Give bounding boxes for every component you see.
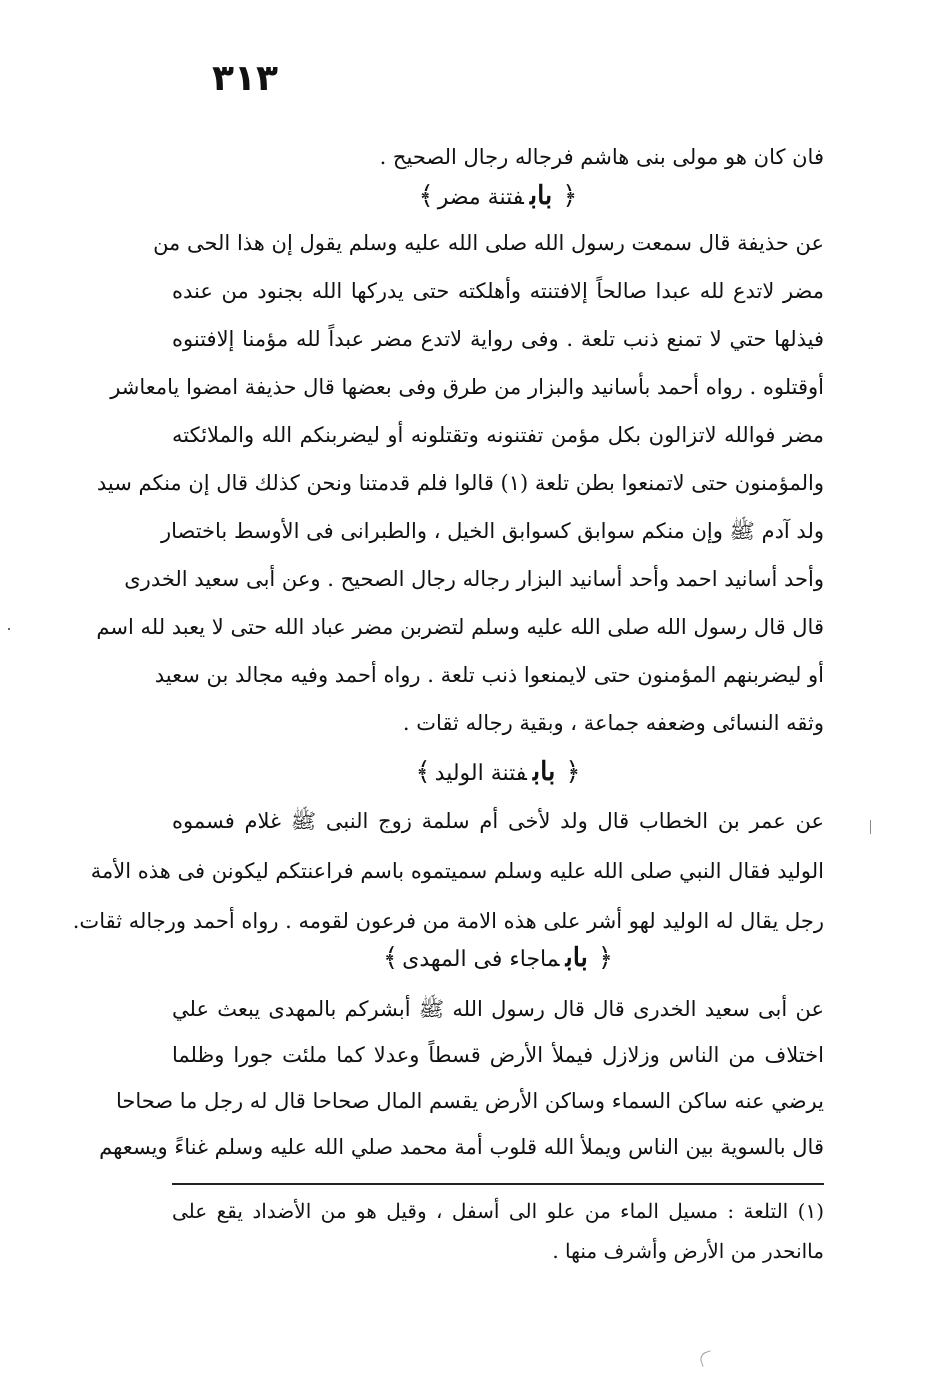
text-line: مضر لاتدع لله عبدا صالحاً إلافتنته وأهلكته حتى يدركها الله بجنود من عنده xyxy=(172,279,824,303)
section-heading-walid xyxy=(172,756,824,790)
text-line: أوقتلوه . رواه أحمد بأسانيد والبزار من طرق وفى بعضها قال حذيفة امضوا يامعاشر xyxy=(110,375,824,399)
text-line: عن أبى سعيد الخدرى قال قال رسول الله ﷺ أبشركم بالمهدى يبعث علي xyxy=(172,997,824,1021)
ornate-bracket-close: ﴾ xyxy=(382,943,399,973)
text-line: اختلاف من الناس وزلازل فيملأ الأرض قسطاً وعدلا كما ملئت جورا وظلما xyxy=(172,1043,824,1067)
section-title: فتنة الوليد xyxy=(434,761,527,786)
text-line: والمؤمنون حتى لاتمنعوا بطن تلعة (١) قالوا فلم قدمتنا ونحن كذلك قال إن منكم سيد xyxy=(96,471,824,495)
ornate-bracket-open: ﴿ xyxy=(565,757,581,787)
section-title: فتنة مضر xyxy=(437,185,524,210)
footnote-line: (١) التلعة : مسيل الماء من علو الى أسفل ، وقيل هو من الأضداد يقع على xyxy=(172,1199,824,1223)
bab-label: باب xyxy=(532,757,556,787)
text-line: يرضي عنه ساكن السماء وساكن الأرض يقسم المال صحاحا قال له رجل ما صحاحا xyxy=(115,1089,824,1113)
section-heading-mahdi xyxy=(172,942,824,976)
footnote-line: ماانحدر من الأرض وأشرف منها . xyxy=(552,1239,824,1263)
text-line: عن حذيفة قال سمعت رسول الله صلى الله عليه وسلم يقول إن هذا الحى من xyxy=(153,231,824,255)
text-line: وثقه النسائى وضعفه جماعة ، وبقية رجاله ثقات . xyxy=(402,711,824,735)
text-line: الوليد فقال النبي صلى الله عليه وسلم سميتموه باسم فراعنتكم ليكونن فى هذه الأمة xyxy=(90,859,824,883)
text-line: قال قال رسول الله صلى الله عليه وسلم لتضربن مضر عباد الله حتى لا يعبد لله اسم xyxy=(96,615,824,639)
bab-label: باب xyxy=(529,181,553,211)
ornate-bracket-open: ﴿ xyxy=(562,181,578,211)
text-line: رجل يقال له الوليد لهو أشر على هذه الامة من فرعون لقومه . رواه أحمد ورجاله ثقات. xyxy=(72,909,824,933)
margin-mark xyxy=(870,820,871,834)
text-line: عن عمر بن الخطاب قال ولد لأخى أم سلمة زوج النبى ﷺ غلام فسموه xyxy=(172,809,824,833)
scan-speck xyxy=(8,628,10,630)
section-title: ماجاء فى المهدى xyxy=(402,947,560,972)
text-line: قال بالسوية بين الناس ويملأ الله قلوب أمة محمد صلي الله عليه وسلم غناءً ويسعهم xyxy=(99,1135,824,1159)
footnote-divider xyxy=(172,1183,824,1185)
scan-mark xyxy=(698,1350,715,1367)
text-line: فان كان هو مولى بنى هاشم فرجاله رجال الصحيح . xyxy=(379,145,824,169)
ornate-bracket-open: ﴿ xyxy=(597,943,614,973)
text-line: فيذلها حتي لا تمنع ذنب تلعة . وفى رواية لاتدع مضر عبداً لله مؤمنا إلافتنوه xyxy=(172,327,824,351)
section-heading-mudar xyxy=(172,180,824,214)
text-line: ولد آدم ﷺ وإن منكم سوابق كسوابق الخيل ، والطبرانى فى الأوسط باختصار xyxy=(160,519,824,543)
text-line: مضر فوالله لاتزالون بكل مؤمن تفتنونه وتقتلونه أو ليضربنكم الله والملائكته xyxy=(172,423,824,447)
ornate-bracket-close: ﴾ xyxy=(415,757,431,787)
text-line: وأحد أسانيد احمد وأحد أسانيد البزار رجاله رجال الصحيح . وعن أبى سعيد الخدرى xyxy=(124,567,824,591)
text-line: أو ليضربنهم المؤمنون حتى لايمنعوا ذنب تلعة . رواه أحمد وفيه مجالد بن سعيد xyxy=(154,663,824,687)
page-number: ٣١٣ xyxy=(212,58,278,99)
bab-label: باب xyxy=(565,943,588,973)
ornate-bracket-close: ﴾ xyxy=(418,181,434,211)
